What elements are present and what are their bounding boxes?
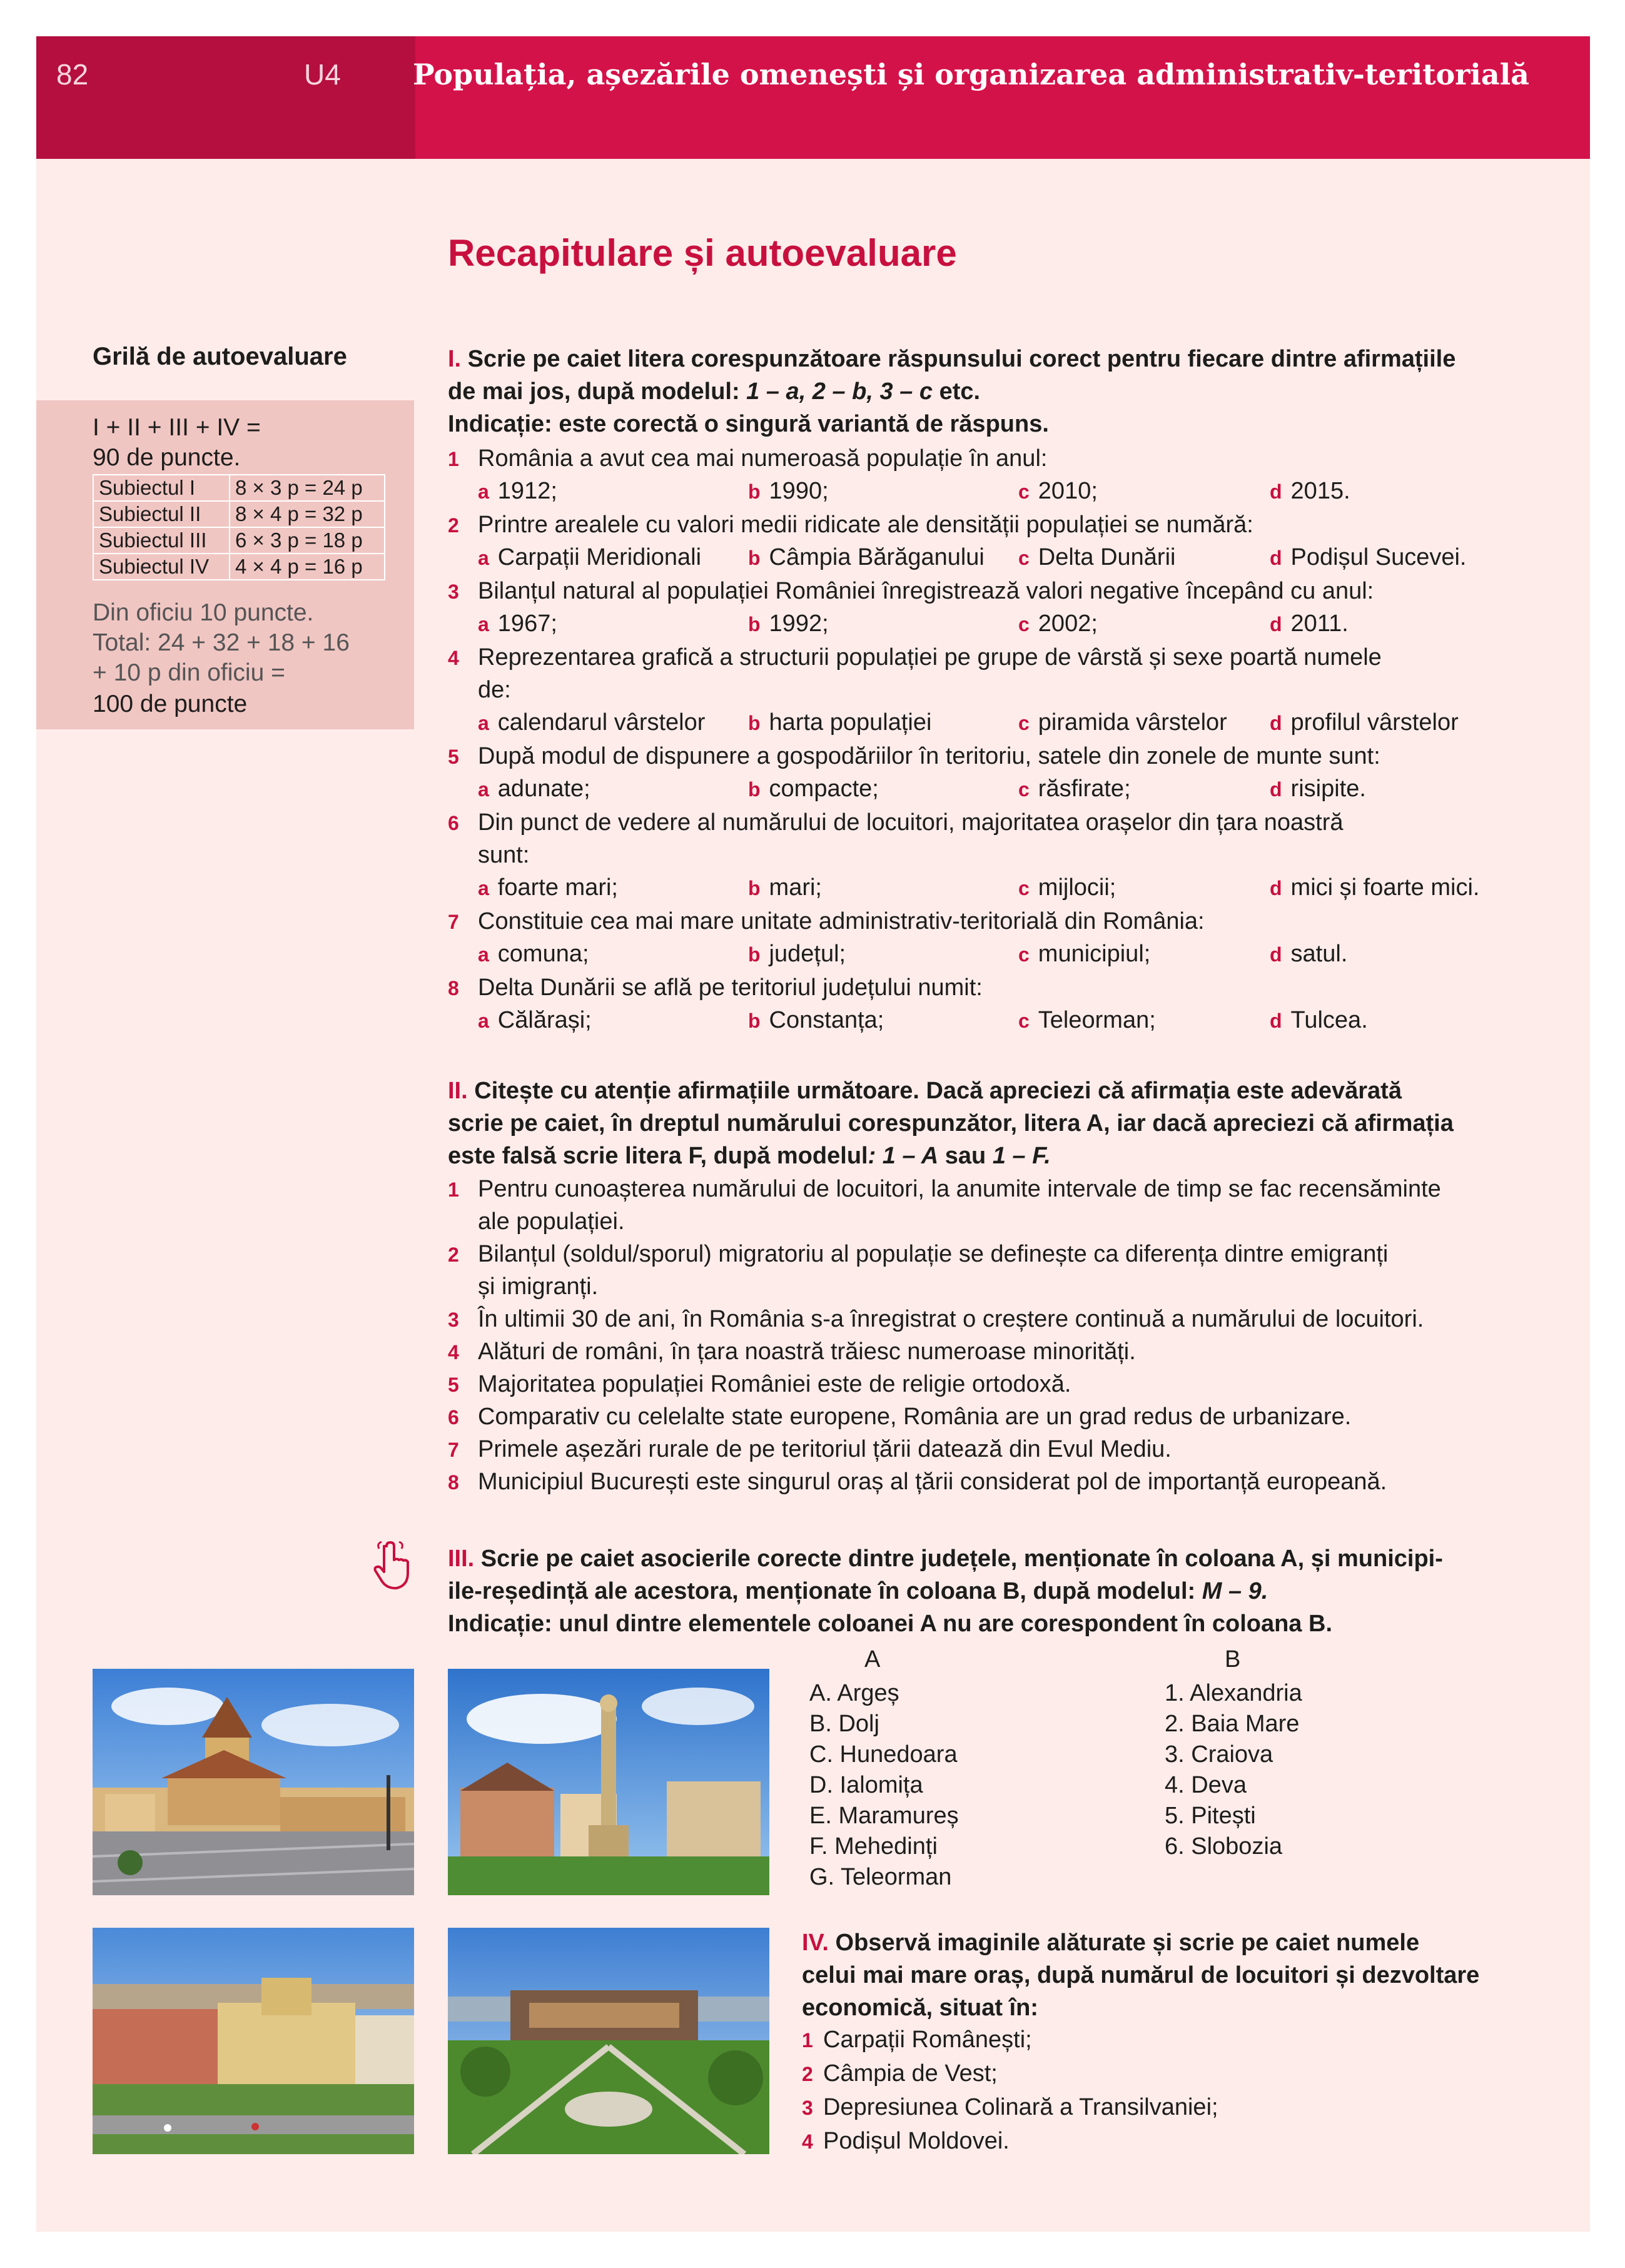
question-text: sunt: — [478, 842, 530, 868]
grid-line: 90 de puncte. — [93, 444, 241, 471]
photo-iasi-palace — [448, 1928, 769, 2154]
option-text: mijlocii; — [1038, 874, 1116, 901]
column-a-item: F. Mehedinți — [809, 1833, 938, 1860]
column-b-item: 6. Slobozia — [1165, 1833, 1283, 1860]
option-letter: b — [748, 712, 761, 734]
table-cell: 8 × 4 p = 32 p — [230, 501, 385, 527]
s1-intro-text: Scrie pe caiet litera corespunzătoare răspunsului corect pentru fiecare dintre afirmațiile — [461, 346, 1456, 372]
answer-option — [478, 709, 705, 736]
option-text: 2002; — [1038, 610, 1098, 637]
option-text: Câmpia Bărăganului — [769, 544, 985, 570]
option-letter: c — [1018, 1010, 1030, 1032]
grid-title: Grilă de autoevaluare — [93, 343, 347, 370]
grid-line: I + II + III + IV = — [93, 414, 261, 441]
option-letter: c — [1018, 943, 1030, 966]
item-text: Depresiunea Colinară a Transilvaniei; — [823, 2094, 1218, 2120]
s1-intro-line1 — [448, 343, 1455, 375]
answer-option — [1270, 544, 1466, 571]
chapter-title: Populația, așezările omenești și organizarea administrativ-teritorială — [413, 58, 1529, 91]
answer-option — [1270, 941, 1347, 968]
table-cell: Subiectul III — [93, 527, 230, 554]
answer-option — [748, 941, 846, 968]
question-text: Delta Dunării se află pe teritoriul județului numit: — [478, 975, 983, 1001]
option-letter: b — [748, 1010, 761, 1032]
statement-text: Alături de români, în țara noastră trăiesc numeroase minorități. — [478, 1339, 1136, 1365]
s2-intro-line3 — [448, 1140, 1051, 1172]
option-text: 1990; — [769, 478, 829, 504]
column-a-item: B. Dolj — [809, 1711, 879, 1737]
answer-option — [748, 709, 931, 736]
option-text: foarte mari; — [497, 874, 618, 901]
s2-model: : 1 – A — [868, 1143, 939, 1169]
option-text: județul; — [769, 941, 846, 967]
table-cell: Subiectul I — [93, 475, 230, 501]
statement-text: Bilanțul (soldul/sporul) migratoriu al populație se definește ca diferența dintre emigranți — [478, 1241, 1389, 1267]
option-letter: a — [478, 712, 489, 734]
option-text: răsfirate; — [1038, 776, 1131, 802]
statement-text: În ultimii 30 de ani, în România s-a înregistrat o creștere continuă a numărului de locuitori. — [478, 1306, 1424, 1332]
statement-number: 7 — [448, 1439, 459, 1461]
answer-option — [1018, 709, 1227, 736]
column-a-header: A — [864, 1646, 881, 1673]
option-text: comuna; — [497, 941, 589, 967]
page-number: 82 — [56, 58, 89, 91]
statement-number: 1 — [448, 1178, 459, 1201]
option-letter: d — [1270, 778, 1282, 801]
column-a-item: D. Ialomița — [809, 1772, 923, 1798]
answer-option — [478, 1007, 592, 1034]
page-title: Recapitulare și autoevaluare — [448, 232, 957, 274]
table-cell: 8 × 3 p = 24 p — [230, 475, 385, 501]
table-cell: Subiectul IV — [93, 554, 230, 580]
s2-intro-line2: scrie pe caiet, în dreptul numărului corespunzător, litera A, iar dacă apreciezi că afirmația — [448, 1110, 1454, 1137]
photo-timisoara-square — [448, 1669, 769, 1895]
column-b-item: 3. Craiova — [1165, 1741, 1273, 1768]
answer-option — [1270, 610, 1349, 637]
item-text: Câmpia de Vest; — [823, 2060, 998, 2087]
option-text: compacte; — [769, 776, 879, 802]
option-letter: d — [1270, 877, 1282, 899]
answer-option — [1018, 776, 1131, 802]
s1-hint: Indicație: este corectă o singură variantă de răspuns. — [448, 411, 1049, 437]
table-cell: 6 × 3 p = 18 p — [230, 527, 385, 554]
option-letter: a — [478, 547, 489, 569]
photo-cluj-theatre — [93, 1928, 414, 2154]
option-text: Constanța; — [769, 1007, 884, 1033]
option-letter: b — [748, 778, 761, 801]
option-text: Călărași; — [497, 1007, 592, 1033]
statement-text: Comparativ cu celelalte state europene, România are un grad redus de urbanizare. — [478, 1404, 1352, 1430]
answer-option — [478, 874, 618, 901]
statement-number: 8 — [448, 1471, 459, 1494]
column-a-item: A. Argeș — [809, 1680, 899, 1706]
option-letter: c — [1018, 712, 1030, 734]
answer-option — [478, 610, 557, 637]
option-text: risipite. — [1290, 776, 1366, 802]
option-text: mari; — [769, 874, 822, 901]
option-text: Carpații Meridionali — [497, 544, 702, 570]
option-text: mici și foarte mici. — [1290, 874, 1480, 901]
answer-option — [748, 776, 879, 802]
s3-intro-text: Scrie pe caiet asocierile corecte dintre județele, menționate în coloana A, și municipi- — [474, 1546, 1443, 1572]
option-text: municipiul; — [1038, 941, 1151, 967]
pointing-hand-icon — [373, 1541, 417, 1591]
grid-line: Din oficiu 10 puncte. — [93, 599, 314, 626]
unit-label: U4 — [304, 58, 341, 91]
s4-intro-line3: economică, situat în: — [802, 1995, 1038, 2021]
item-number: 4 — [802, 2130, 813, 2153]
question-number: 1 — [448, 448, 459, 470]
option-letter: b — [748, 480, 761, 503]
s4-roman: IV. — [802, 1930, 829, 1956]
s1-intro-text: etc. — [933, 378, 981, 405]
option-letter: b — [748, 547, 761, 569]
item-text: Carpații Românești; — [823, 2027, 1032, 2053]
option-text: 1912; — [497, 478, 557, 504]
table-row — [93, 501, 385, 527]
answer-option — [1270, 709, 1459, 736]
s2-roman: II. — [448, 1078, 468, 1104]
option-letter: c — [1018, 778, 1030, 801]
photo-brasov-square — [93, 1669, 414, 1895]
option-text: adunate; — [497, 776, 590, 802]
option-text: harta populației — [769, 709, 932, 736]
answer-option — [748, 610, 829, 637]
option-letter: d — [1270, 943, 1282, 966]
answer-option — [1270, 874, 1479, 901]
option-text: 2011. — [1290, 610, 1349, 637]
question-number: 3 — [448, 580, 459, 603]
s2-model: 1 – F. — [992, 1143, 1051, 1169]
s4-intro-line2: celui mai mare oraș, după numărul de locuitori și dezvoltare — [802, 1962, 1480, 1988]
item-number: 3 — [802, 2097, 813, 2119]
column-b-header: B — [1225, 1646, 1241, 1673]
statement-text: Municipiul București este singurul oraș al țării considerat pol de importanță europeană. — [478, 1469, 1387, 1495]
answer-option — [1270, 1007, 1368, 1034]
statement-number: 5 — [448, 1374, 459, 1396]
answer-option — [478, 776, 590, 802]
s4-intro-text: Observă imaginile alăturate și scrie pe caiet numele — [828, 1930, 1420, 1956]
option-letter: d — [1270, 480, 1282, 503]
s1-intro-line2 — [448, 375, 980, 408]
s2-intro-text: sau — [938, 1143, 993, 1169]
column-b-item: 5. Pitești — [1165, 1803, 1256, 1829]
statement-text: Majoritatea populației României este de religie ortodoxă. — [478, 1371, 1071, 1397]
option-letter: b — [748, 613, 761, 635]
question-text: Printre arealele cu valori medii ridicate ale densității populației se numără: — [478, 512, 1253, 538]
item-text: Podișul Moldovei. — [823, 2128, 1010, 2154]
column-b-item: 1. Alexandria — [1165, 1680, 1302, 1706]
answer-option — [1018, 1007, 1156, 1034]
answer-option — [1018, 874, 1116, 901]
item-number: 2 — [802, 2063, 813, 2085]
question-text: de: — [478, 677, 511, 703]
option-text: Podișul Sucevei. — [1290, 544, 1467, 570]
answer-option — [1018, 941, 1150, 968]
s3-model: M – 9. — [1202, 1578, 1268, 1604]
question-text: Din punct de vedere al numărului de locuitori, majoritatea orașelor din țara noastră — [478, 809, 1344, 836]
option-letter: d — [1270, 1010, 1282, 1032]
grid-line: 100 de puncte — [93, 691, 248, 717]
s4-intro-line1 — [802, 1926, 1419, 1959]
answer-option — [1018, 478, 1098, 505]
option-letter: d — [1270, 712, 1282, 734]
question-number: 6 — [448, 812, 459, 834]
option-letter: d — [1270, 547, 1282, 569]
answer-option — [478, 478, 557, 505]
option-text: profilul vârstelor — [1290, 709, 1459, 736]
answer-option — [1018, 544, 1175, 571]
header-left-band — [36, 36, 415, 159]
answer-option — [748, 544, 985, 571]
answer-option — [1270, 776, 1366, 802]
answer-option — [748, 874, 822, 901]
option-text: piramida vârstelor — [1038, 709, 1227, 736]
option-letter: a — [478, 613, 489, 635]
s3-intro-line1 — [448, 1542, 1443, 1575]
statement-text: ale populației. — [478, 1208, 625, 1235]
option-text: 1967; — [497, 610, 557, 637]
option-letter: c — [1018, 877, 1030, 899]
statement-number: 2 — [448, 1243, 459, 1266]
option-letter: b — [748, 877, 761, 899]
item-number: 1 — [802, 2029, 813, 2052]
s3-intro-text: ile-reședință ale acestora, menționate în coloana B, după modelul: — [448, 1578, 1202, 1604]
statement-number: 3 — [448, 1309, 459, 1331]
question-number: 5 — [448, 746, 459, 768]
score-table — [93, 474, 385, 580]
question-text: Reprezentarea grafică a structurii populației pe grupe de vârstă și sexe poartă numele — [478, 644, 1382, 671]
answer-option — [478, 544, 701, 571]
question-text: Constituie cea mai mare unitate administrativ-teritorială din România: — [478, 908, 1205, 934]
statement-number: 4 — [448, 1341, 459, 1364]
s2-intro-text: Citește cu atenție afirmațiile următoare. Dacă apreciezi că afirmația este adevărată — [467, 1078, 1402, 1104]
table-row — [93, 554, 385, 580]
statement-text: Primele așezări rurale de pe teritoriul țării datează din Evul Mediu. — [478, 1436, 1172, 1462]
question-number: 2 — [448, 514, 459, 537]
grid-line: + 10 p din oficiu = — [93, 659, 285, 686]
option-letter: a — [478, 877, 489, 899]
option-text: 2015. — [1290, 478, 1350, 504]
option-letter: a — [478, 1010, 489, 1032]
table-cell: 4 × 4 p = 16 p — [230, 554, 385, 580]
answer-option — [1270, 478, 1350, 505]
option-letter: a — [478, 943, 489, 966]
statement-text: Pentru cunoașterea numărului de locuitori, la anumite intervale de timp se fac recensăminte — [478, 1176, 1441, 1202]
option-text: satul. — [1290, 941, 1348, 967]
option-letter: c — [1018, 613, 1030, 635]
option-letter: c — [1018, 480, 1030, 503]
column-b-item: 2. Baia Mare — [1165, 1711, 1300, 1737]
option-letter: a — [478, 480, 489, 503]
question-number: 7 — [448, 911, 459, 933]
option-text: 1992; — [769, 610, 829, 637]
option-text: Tulcea. — [1290, 1007, 1368, 1033]
s3-intro-line2 — [448, 1575, 1268, 1607]
question-text: După modul de dispunere a gospodăriilor în teritoriu, satele din zonele de munte sunt: — [478, 743, 1380, 769]
table-row — [93, 527, 385, 554]
s2-intro-text: este falsă scrie litera F, după modelul — [448, 1143, 868, 1169]
question-text: România a avut cea mai numeroasă populație în anul: — [478, 445, 1048, 472]
table-cell: Subiectul II — [93, 501, 230, 527]
question-number: 4 — [448, 647, 459, 669]
option-text: Teleorman; — [1038, 1007, 1156, 1033]
column-a-item: E. Maramureș — [809, 1803, 959, 1829]
option-letter: b — [748, 943, 761, 966]
question-text: Bilanțul natural al populației României înregistrează valori negative începând cu anul: — [478, 578, 1374, 604]
answer-option — [478, 941, 589, 968]
answer-option — [1018, 610, 1098, 637]
s1-intro-text: de mai jos, după modelul: — [448, 378, 747, 405]
question-number: 8 — [448, 977, 459, 1000]
statement-number: 6 — [448, 1406, 459, 1429]
answer-option — [748, 1007, 884, 1034]
table-row — [93, 475, 385, 501]
column-b-item: 4. Deva — [1165, 1772, 1247, 1798]
option-letter: c — [1018, 547, 1030, 569]
answer-option — [748, 478, 829, 505]
s1-roman: I. — [448, 346, 462, 372]
s3-hint: Indicație: unul dintre elementele coloanei A nu are corespondent în coloana B. — [448, 1611, 1332, 1637]
option-letter: d — [1270, 613, 1282, 635]
column-a-item: G. Teleorman — [809, 1864, 952, 1890]
option-text: Delta Dunării — [1038, 544, 1176, 570]
s3-roman: III. — [448, 1546, 475, 1572]
option-text: 2010; — [1038, 478, 1098, 504]
s2-intro-line1 — [448, 1075, 1402, 1107]
s1-model: 1 – a, 2 – b, 3 – c — [746, 378, 933, 405]
option-text: calendarul vârstelor — [497, 709, 706, 736]
column-a-item: C. Hunedoara — [809, 1741, 958, 1768]
option-letter: a — [478, 778, 489, 801]
statement-text: și imigranți. — [478, 1273, 599, 1300]
grid-line: Total: 24 + 32 + 18 + 16 — [93, 629, 350, 656]
page-header — [36, 36, 1590, 159]
